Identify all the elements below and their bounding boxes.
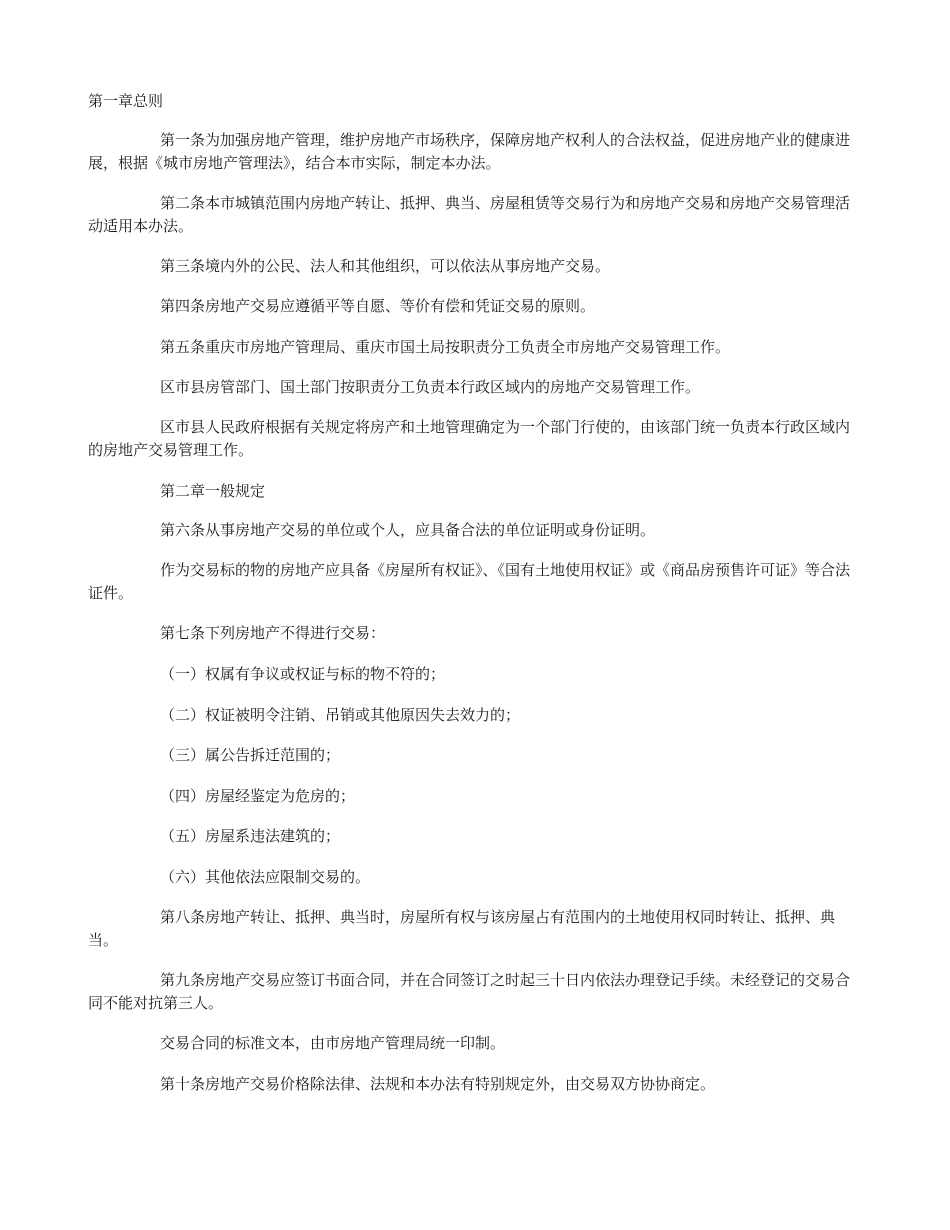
list-item: （四）房屋经鉴定为危房的； (160, 787, 356, 805)
list-item: （二）权证被明令注销、吊销或其他原因失去效力的； (160, 706, 521, 724)
paragraph: 第十条房地产交易价格除法律、法规和本办法有特别规定外，由交易双方协协商定。 (160, 1075, 716, 1093)
paragraph: 第六条从事房地产交易的单位或个人，应具备合法的单位证明或身份证明。 (160, 521, 656, 539)
paragraph: 作为交易标的物的房地产应具备《房屋所有权证》、《国有土地使用权证》或《商品房预售许可证》等合法证件。 (88, 561, 851, 602)
list-item: （六）其他依法应限制交易的。 (160, 868, 371, 886)
paragraph: 区市县房管部门、国土部门按职责分工负责本行政区域内的房地产交易管理工作。 (160, 378, 701, 396)
list-item: （一）权属有争议或权证与标的物不符的； (160, 665, 446, 683)
paragraph: 交易合同的标准文本，由市房地产管理局统一印制。 (160, 1034, 506, 1052)
chapter-heading: 第一章总则 (88, 92, 164, 110)
paragraph: 第四条房地产交易应遵循平等自愿、等价有偿和凭证交易的原则。 (160, 297, 596, 315)
paragraph: 第二条本市城镇范围内房地产转让、抵押、典当、房屋租赁等交易行为和房地产交易和房地产交易管理活动适用本办法。 (88, 194, 851, 235)
paragraph: 第三条境内外的公民、法人和其他组织，可以依法从事房地产交易。 (160, 257, 611, 275)
paragraph: 第八条房地产转让、抵押、典当时，房屋所有权与该房屋占有范围内的土地使用权同时转让、抵押、典当。 (88, 908, 836, 949)
paragraph: 第五条重庆市房地产管理局、重庆市国土局按职责分工负责全市房地产交易管理工作。 (160, 338, 731, 356)
chapter-heading: 第二章一般规定 (160, 482, 266, 500)
paragraph: 第九条房地产交易应签订书面合同，并在合同签订之时起三十日内依法办理登记手续。未经登记的交易合同不能对抗第三人。 (88, 971, 851, 1012)
paragraph: 第七条下列房地产不得进行交易： (160, 624, 386, 642)
list-item: （三）属公告拆迁范围的； (160, 746, 341, 764)
paragraph: 第一条为加强房地产管理，维护房地产市场秩序，保障房地产权利人的合法权益，促进房地产业的健康进展，根据《城市房地产管理法》，结合本市实际，制定本办法。 (88, 131, 851, 172)
paragraph: 区市县人民政府根据有关规定将房产和土地管理确定为一个部门行使的，由该部门统一负责本行政区域内的房地产交易管理工作。 (88, 418, 851, 459)
list-item: （五）房屋系违法建筑的； (160, 827, 341, 845)
